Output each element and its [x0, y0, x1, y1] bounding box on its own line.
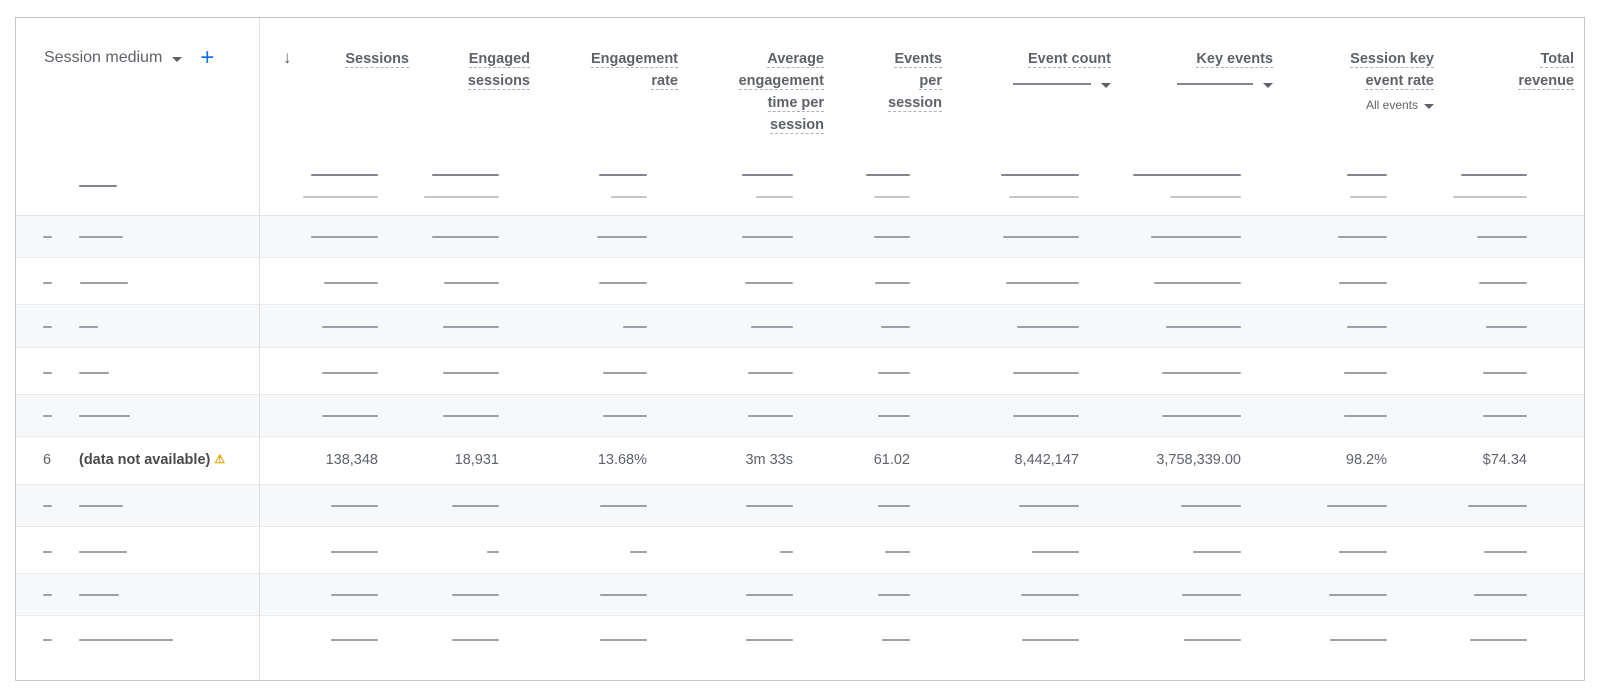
column-header-label: session: [770, 117, 824, 133]
cell-placeholder: [780, 551, 793, 553]
cell-placeholder: [882, 639, 910, 641]
totals-sub-placeholder: [756, 196, 793, 198]
cell-placeholder: [322, 326, 378, 328]
cell-placeholder: [331, 639, 378, 641]
cell-placeholder: [1330, 639, 1387, 641]
cell-placeholder: [600, 594, 647, 596]
cell-placeholder: [875, 282, 910, 284]
totals-sub-placeholder: [303, 196, 378, 198]
totals-placeholder: [311, 174, 378, 176]
cell-placeholder: [1474, 594, 1527, 596]
cell-placeholder: [1483, 372, 1527, 374]
table-row[interactable]: [16, 574, 1584, 616]
key-event-filter-placeholder: [1177, 83, 1253, 85]
totals-sub-placeholder: [1453, 196, 1527, 198]
row-label-placeholder: [79, 639, 173, 641]
session-medium-value[interactable]: [79, 452, 225, 468]
cell-placeholder: [443, 372, 499, 374]
cell-placeholder: [1154, 282, 1241, 284]
cell-placeholder: [751, 326, 793, 328]
cell-placeholder: [1344, 415, 1387, 417]
cell-placeholder: [1182, 594, 1241, 596]
cell-placeholder: [1468, 505, 1527, 507]
totals-sub-placeholder: [1170, 196, 1241, 198]
cell-placeholder: [600, 639, 647, 641]
column-header-label: rate: [651, 73, 678, 89]
cell-placeholder: [452, 639, 499, 641]
cell-event-count: 8,442,147: [1014, 452, 1079, 468]
column-header-engagement-rate[interactable]: [591, 48, 678, 92]
event-filter-selector[interactable]: [1013, 81, 1111, 88]
table-header: [16, 18, 1584, 216]
column-header-events-per-session[interactable]: [888, 48, 942, 114]
dimension-header: [44, 44, 215, 71]
totals-placeholder: [1461, 174, 1527, 176]
table-row[interactable]: [16, 348, 1584, 395]
all-events-label: All events: [1365, 98, 1418, 112]
cell-placeholder: [1184, 639, 1241, 641]
totals-placeholder: [1001, 174, 1079, 176]
totals-sub-placeholder: [1350, 196, 1387, 198]
column-header-label: sessions: [467, 73, 530, 89]
cell-placeholder: [746, 639, 793, 641]
cell-placeholder: [1339, 551, 1387, 553]
row-label-placeholder: [79, 415, 130, 417]
cell-placeholder: [881, 326, 910, 328]
cell-placeholder: [874, 236, 910, 238]
dimension-selector[interactable]: Session medium: [44, 49, 163, 66]
cell-placeholder: [1181, 505, 1241, 507]
table-row[interactable]: [16, 305, 1584, 348]
cell-placeholder: [1338, 236, 1387, 238]
cell-placeholder: [878, 415, 910, 417]
cell-placeholder: [742, 236, 793, 238]
table-row[interactable]: [16, 485, 1584, 527]
table-row[interactable]: [16, 527, 1584, 574]
cell-events-per-session: 61.02: [873, 452, 910, 468]
cell-placeholder: [746, 505, 793, 507]
cell-placeholder: [603, 372, 647, 374]
cell-placeholder: [324, 282, 378, 284]
cell-sessions: 138,348: [325, 452, 378, 468]
row-index-placeholder: [43, 551, 52, 553]
column-header-avg-engagement-time[interactable]: [739, 48, 824, 136]
cell-placeholder: [1019, 505, 1079, 507]
cell-placeholder: [1484, 551, 1527, 553]
cell-placeholder: [432, 236, 499, 238]
table-row[interactable]: [16, 437, 1584, 485]
session-medium-label: (data not available): [79, 452, 211, 468]
row-label-placeholder: [79, 372, 109, 374]
all-events-selector[interactable]: [1350, 94, 1434, 116]
cell-placeholder: [1151, 236, 1241, 238]
cell-placeholder: [1339, 282, 1387, 284]
cell-placeholder: [311, 236, 378, 238]
cell-placeholder: [322, 415, 378, 417]
totals-sub-placeholder: [1009, 196, 1079, 198]
row-label-placeholder: [79, 594, 119, 596]
cell-placeholder: [1483, 415, 1527, 417]
cell-placeholder: [1022, 639, 1079, 641]
cell-placeholder: [444, 282, 499, 284]
column-header-label: engagement: [738, 73, 824, 89]
cell-placeholder: [623, 326, 647, 328]
cell-placeholder: [1003, 236, 1079, 238]
cell-placeholder: [600, 505, 647, 507]
cell-placeholder: [1486, 326, 1527, 328]
column-header-label: session: [888, 95, 942, 111]
cell-placeholder: [322, 372, 378, 374]
cell-session-key-event-rate: 98.2%: [1345, 452, 1387, 468]
report-table-card: [15, 17, 1585, 681]
totals-placeholder: [1133, 174, 1241, 176]
event-filter-placeholder: [1013, 83, 1091, 85]
cell-placeholder: [746, 594, 793, 596]
column-header-sessions[interactable]: [345, 48, 409, 70]
column-header-engaged-sessions[interactable]: [468, 48, 530, 92]
row-index-placeholder: [43, 639, 52, 641]
cell-placeholder: [331, 551, 378, 553]
cell-placeholder: [443, 326, 499, 328]
row-label-placeholder: [79, 505, 123, 507]
cell-placeholder: [1021, 594, 1079, 596]
column-header-total-revenue[interactable]: [1518, 48, 1574, 92]
cell-placeholder: [1013, 415, 1079, 417]
cell-placeholder: [885, 551, 910, 553]
totals-label-placeholder: [79, 185, 117, 187]
column-header-label: Sessions: [345, 51, 409, 67]
column-header-key-events[interactable]: [1177, 48, 1273, 92]
column-divider: [259, 18, 260, 680]
table-row[interactable]: [16, 616, 1584, 666]
row-index-placeholder: [43, 415, 52, 417]
cell-placeholder: [1470, 639, 1527, 641]
cell-placeholder: [878, 372, 910, 374]
table-row[interactable]: [16, 395, 1584, 437]
column-header-label: Session key: [1350, 51, 1434, 67]
totals-placeholder: [432, 174, 499, 176]
column-header-label: Engagement: [590, 51, 678, 67]
cell-placeholder: [452, 594, 499, 596]
cell-placeholder: [443, 415, 499, 417]
cell-placeholder: [748, 372, 793, 374]
plus-icon[interactable]: +: [200, 44, 215, 71]
row-label-placeholder: [79, 236, 123, 238]
column-header-label: time per: [767, 95, 824, 111]
cell-placeholder: [1013, 372, 1079, 374]
warning-icon[interactable]: ⚠: [214, 452, 226, 466]
cell-placeholder: [1162, 415, 1241, 417]
cell-placeholder: [597, 236, 647, 238]
cell-placeholder: [1327, 505, 1387, 507]
column-header-label: Average: [767, 51, 824, 67]
totals-placeholder: [1347, 174, 1387, 176]
cell-placeholder: [1347, 326, 1387, 328]
cell-placeholder: [1329, 594, 1387, 596]
column-header-label: Events: [894, 51, 942, 67]
cell-placeholder: [603, 415, 647, 417]
cell-placeholder: [1032, 551, 1079, 553]
cell-placeholder: [1477, 236, 1527, 238]
cell-placeholder: [1166, 326, 1241, 328]
row-index-placeholder: [43, 282, 52, 284]
cell-placeholder: [745, 282, 793, 284]
column-header-label: per: [919, 73, 942, 89]
cell-placeholder: [599, 282, 647, 284]
row-label-placeholder: [80, 282, 128, 284]
chevron-down-icon[interactable]: [1424, 104, 1434, 109]
chevron-down-icon[interactable]: [1263, 83, 1273, 88]
column-header-label: Engaged: [468, 51, 530, 67]
row-index-placeholder: [43, 236, 52, 238]
cell-placeholder: [452, 505, 499, 507]
row-index-placeholder: [43, 326, 52, 328]
column-header-label: event rate: [1365, 73, 1434, 89]
cell-avg-engagement-time: 3m 33s: [745, 452, 793, 468]
cell-placeholder: [487, 551, 499, 553]
table-row[interactable]: [16, 258, 1584, 305]
cell-placeholder: [748, 415, 793, 417]
cell-placeholder: [1479, 282, 1527, 284]
cell-placeholder: [1344, 372, 1387, 374]
arrow-down-icon[interactable]: ↓: [283, 48, 292, 67]
key-event-filter-selector[interactable]: [1177, 81, 1273, 88]
cell-placeholder: [1162, 372, 1241, 374]
cell-placeholder: [331, 505, 378, 507]
row-index-placeholder: [43, 505, 52, 507]
row-label-placeholder: [79, 326, 98, 328]
row-label-placeholder: [79, 551, 127, 553]
cell-placeholder: [1017, 326, 1079, 328]
totals-sub-placeholder: [424, 196, 499, 198]
column-header-session-key-event-rate[interactable]: [1350, 48, 1434, 116]
cell-placeholder: [878, 594, 910, 596]
cell-placeholder: [1193, 551, 1241, 553]
cell-engaged-sessions: 18,931: [454, 452, 499, 468]
chevron-down-icon[interactable]: [1101, 83, 1111, 88]
cell-placeholder: [331, 594, 378, 596]
cell-placeholder: [878, 505, 910, 507]
totals-sub-placeholder: [874, 196, 910, 198]
column-header-label: Event count: [1028, 51, 1111, 67]
totals-placeholder: [599, 174, 647, 176]
report-table: [16, 18, 1584, 680]
row-index-placeholder: [43, 372, 52, 374]
column-header-label: revenue: [1518, 73, 1574, 89]
cell-total-revenue: $74.34: [1482, 452, 1527, 468]
totals-placeholder: [742, 174, 793, 176]
cell-placeholder: [630, 551, 647, 553]
column-header-event-count[interactable]: [1013, 48, 1111, 92]
table-row[interactable]: [16, 216, 1584, 258]
column-header-label: Total: [1540, 51, 1574, 67]
cell-placeholder: [1006, 282, 1079, 284]
column-header-label: Key events: [1196, 51, 1273, 67]
cell-key-events: 3,758,339.00: [1156, 452, 1241, 468]
totals-placeholder: [866, 174, 910, 176]
cell-engagement-rate: 13.68%: [597, 452, 647, 468]
row-index-placeholder: [43, 594, 52, 596]
row-index: 6: [43, 452, 52, 468]
totals-sub-placeholder: [611, 196, 647, 198]
chevron-down-icon[interactable]: [172, 57, 182, 62]
